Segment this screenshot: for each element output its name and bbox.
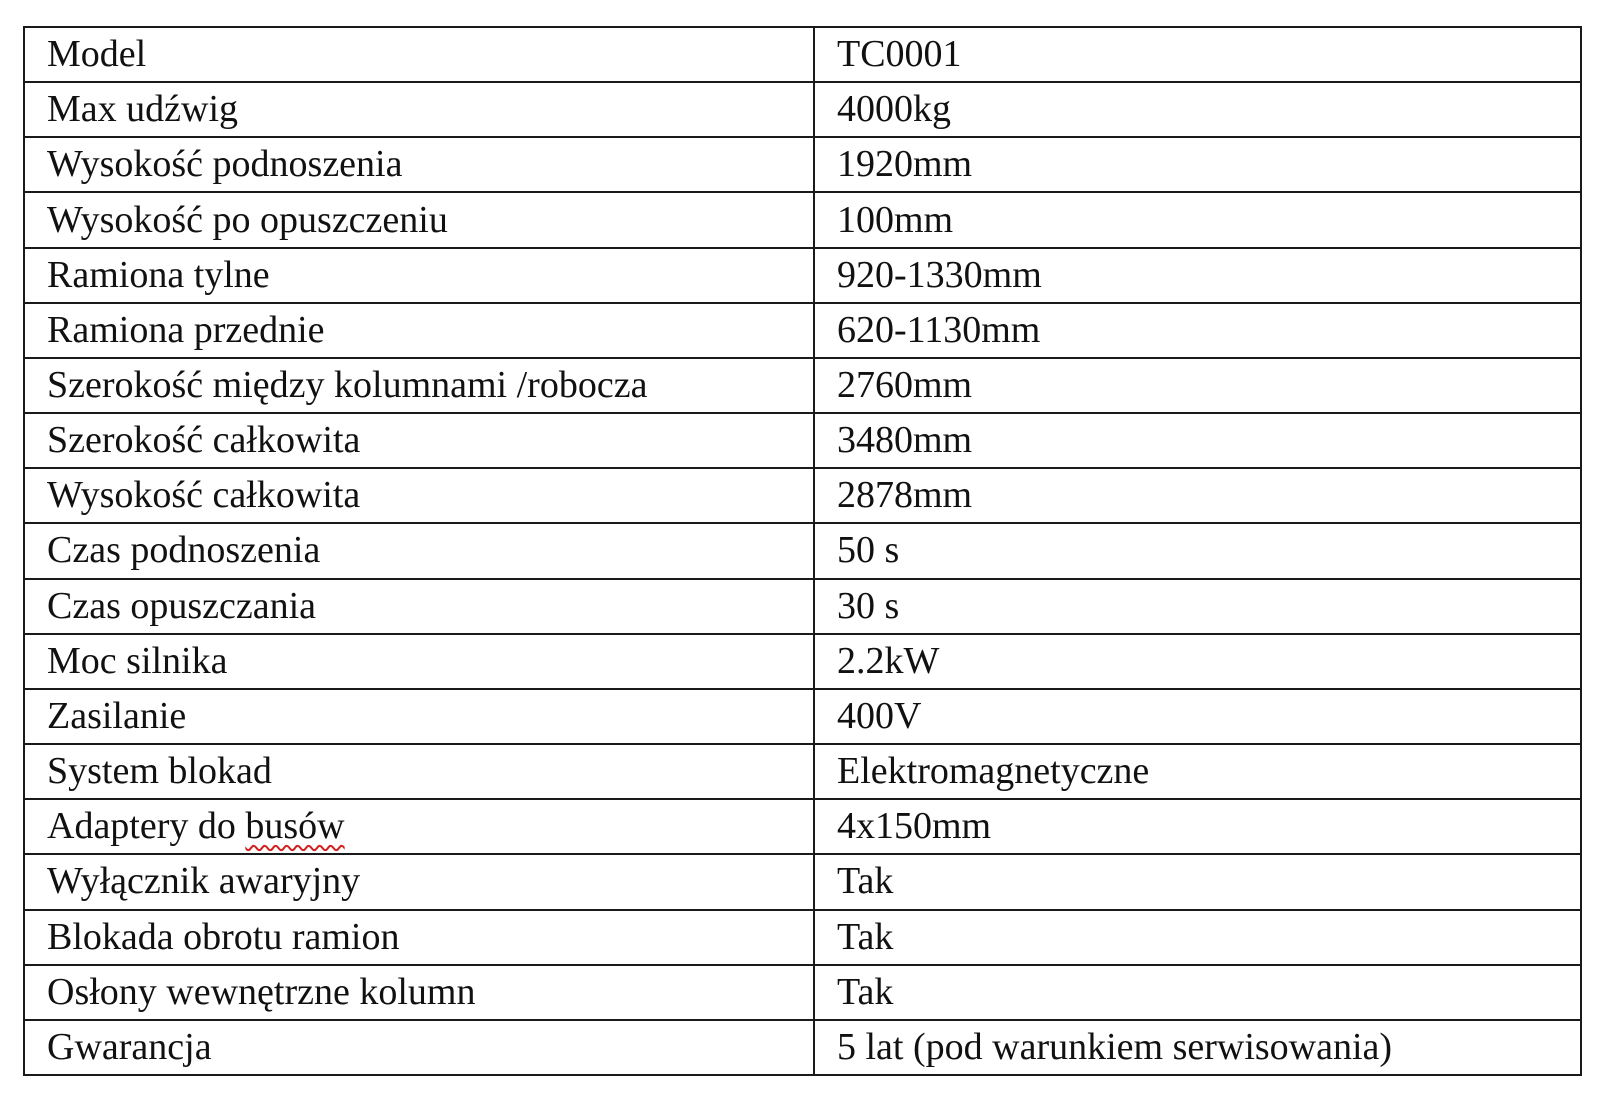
spec-value: Tak (814, 854, 1581, 909)
table-row (24, 854, 1581, 909)
spec-value: TC0001 (814, 27, 1581, 82)
table-row (24, 248, 1581, 303)
spec-value: 4000kg (814, 82, 1581, 137)
spec-label: Wyłącznik awaryjny (24, 854, 814, 909)
spec-value: 50 s (814, 523, 1581, 578)
table-row (24, 579, 1581, 634)
spec-label: Zasilanie (24, 689, 814, 744)
spec-label: System blokad (24, 744, 814, 799)
spec-value: 920-1330mm (814, 248, 1581, 303)
spec-label: Wysokość całkowita (24, 468, 814, 523)
table-row (24, 689, 1581, 744)
spec-value: 5 lat (pod warunkiem serwisowania) (814, 1020, 1581, 1075)
table-row (24, 634, 1581, 689)
spec-label: Czas podnoszenia (24, 523, 814, 578)
spec-label (24, 799, 814, 854)
spec-label: Szerokość między kolumnami /robocza (24, 358, 814, 413)
table-row (24, 358, 1581, 413)
spec-value: 2760mm (814, 358, 1581, 413)
spec-value: 4x150mm (814, 799, 1581, 854)
spec-label: Wysokość po opuszczeniu (24, 192, 814, 247)
spec-value: 3480mm (814, 413, 1581, 468)
table-row (24, 192, 1581, 247)
spec-value: Tak (814, 910, 1581, 965)
spec-table (23, 26, 1582, 1076)
spec-label: Ramiona przednie (24, 303, 814, 358)
spec-label: Gwarancja (24, 1020, 814, 1075)
spec-label: Wysokość podnoszenia (24, 137, 814, 192)
spec-value: 100mm (814, 192, 1581, 247)
spec-label-prefix: Adaptery do (47, 805, 246, 848)
table-row (24, 1020, 1581, 1075)
spec-value: 400V (814, 689, 1581, 744)
spec-label: Szerokość całkowita (24, 413, 814, 468)
table-row (24, 910, 1581, 965)
table-row (24, 413, 1581, 468)
table-row (24, 965, 1581, 1020)
table-row (24, 82, 1581, 137)
spec-label: Blokada obrotu ramion (24, 910, 814, 965)
spec-label: Osłony wewnętrzne kolumn (24, 965, 814, 1020)
spec-label: Ramiona tylne (24, 248, 814, 303)
table-row (24, 137, 1581, 192)
spec-label: Moc silnika (24, 634, 814, 689)
table-row (24, 523, 1581, 578)
spec-value: 1920mm (814, 137, 1581, 192)
table-row (24, 27, 1581, 82)
spec-label: Model (24, 27, 814, 82)
spec-value: 2878mm (814, 468, 1581, 523)
spec-value: Tak (814, 965, 1581, 1020)
spec-label: Max udźwig (24, 82, 814, 137)
spec-value: Elektromagnetyczne (814, 744, 1581, 799)
table-row (24, 303, 1581, 358)
spec-value: 620-1130mm (814, 303, 1581, 358)
table-row (24, 799, 1581, 854)
spec-value: 2.2kW (814, 634, 1581, 689)
table-row (24, 744, 1581, 799)
spellcheck-flagged-word[interactable]: busów (245, 805, 345, 848)
table-row (24, 468, 1581, 523)
spec-label: Czas opuszczania (24, 579, 814, 634)
spec-value: 30 s (814, 579, 1581, 634)
